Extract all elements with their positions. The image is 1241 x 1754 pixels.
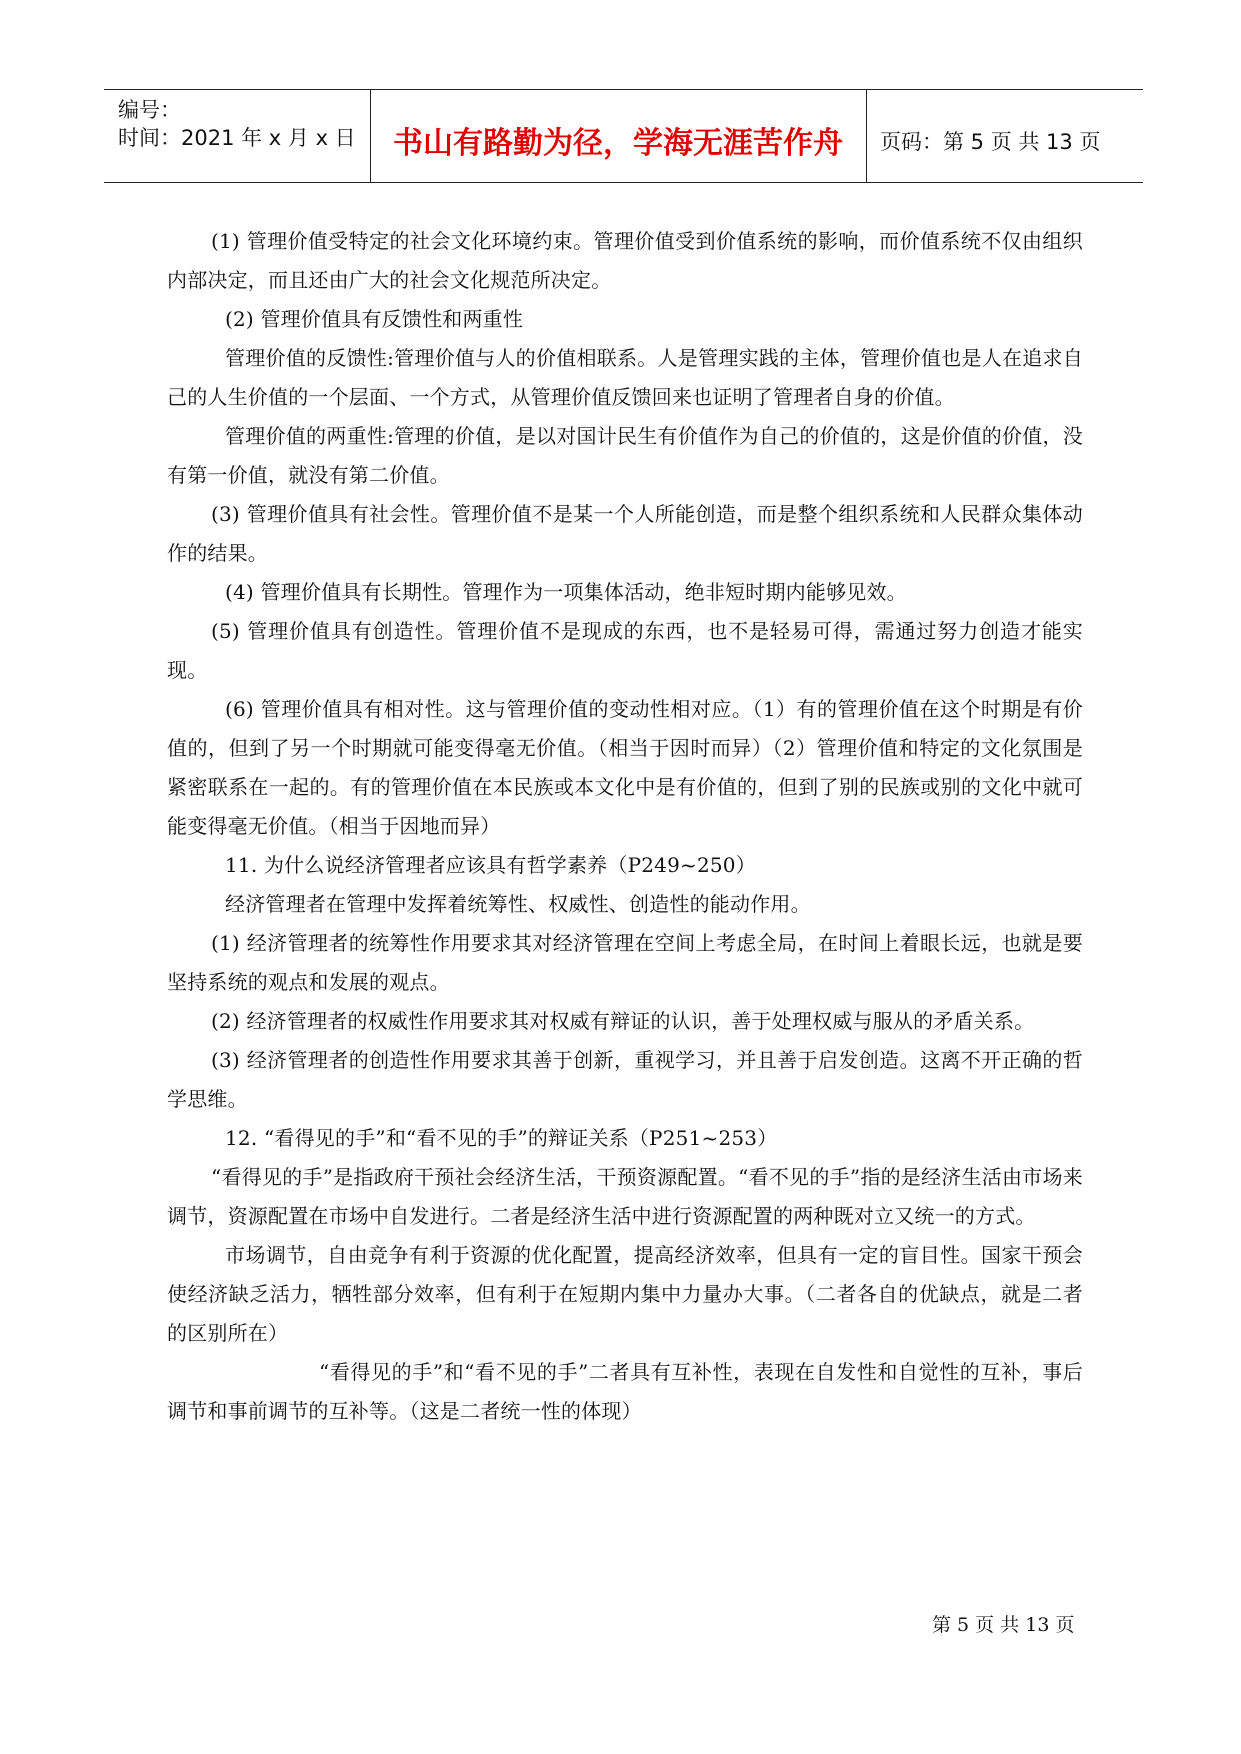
section-heading: 11. 为什么说经济管理者应该具有哲学素养（P249~250） [225,853,756,877]
paragraph: (4) 管理价值具有长期性。管理作为一项集体活动，绝非短时期内能够见效。 [225,580,907,604]
header-time-label: 时间：2021 年 x 月 x 日 [118,126,356,150]
document-body [167,222,1083,1431]
paragraph: “看得见的手”和“看不见的手”二者具有互补性，表现在自发性和自觉性的互补，事后调节和事前调节的互补等。（这是二者统一性的体现） [167,1360,1083,1423]
paragraph: 管理价值的两重性:管理的价值，是以对国计民生有价值作为自己的价值的，这是价值的价值，没有第一价值，就没有第二价值。 [167,424,1083,487]
paragraph: (1) 经济管理者的统筹性作用要求其对经济管理在空间上考虑全局，在时间上着眼长远，也就是要坚持系统的观点和发展的观点。 [167,931,1083,994]
header-right-cell [866,90,1143,182]
paragraph: (2) 管理价值具有反馈性和两重性 [225,307,524,331]
header-number-label: 编号： [118,98,181,122]
paragraph: 经济管理者在管理中发挥着统筹性、权威性、创造性的能动作用。 [225,892,811,916]
page-footer: 第 5 页 共 13 页 [932,1614,1075,1636]
paragraph: 市场调节，自由竞争有利于资源的优化配置，提高经济效率，但具有一定的盲目性。国家干预会使经济缺乏活力，牺牲部分效率，但有利于在短期内集中力量办大事。（二者各自的优缺点，就是二者的区别所在） [167,1243,1083,1345]
paragraph: (1) 管理价值受特定的社会文化环境约束。管理价值受到价值系统的影响，而价值系统不仅由组织内部决定，而且还由广大的社会文化规范所决定。 [167,229,1083,292]
document-header [104,89,1143,183]
paragraph: (3) 管理价值具有社会性。管理价值不是某一个人所能创造，而是整个组织系统和人民群众集体动作的结果。 [167,502,1083,565]
paragraph: (6) 管理价值具有相对性。这与管理价值的变动性相对应。（1）有的管理价值在这个时期是有价值的，但到了另一个时期就可能变得毫无价值。（相当于因时而异）（2）管理价值和特定的文化氛围是紧密联系在一起的。有的管理价值在本民族或本文化中是有价值的，但到了别的民族或别的文化中就可能变得毫无价值。（相当于因地而异） [167,697,1083,838]
header-page-label: 页码：第 5 页 共 13 页 [880,130,1101,154]
header-motto: 书山有路勤为径，学海无涯苦作舟 [393,126,843,161]
section-heading: 12. “看得见的手”和“看不见的手”的辩证关系（P251~253） [225,1126,778,1150]
paragraph: (5) 管理价值具有创造性。管理价值不是现成的东西，也不是轻易可得，需通过努力创造才能实现。 [167,619,1083,682]
paragraph: “看得见的手”是指政府干预社会经济生活，干预资源配置。“看不见的手”指的是经济生活由市场来调节，资源配置在市场中自发进行。二者是经济生活中进行资源配置的两种既对立又统一的方式。 [167,1165,1083,1228]
paragraph: (3) 经济管理者的创造性作用要求其善于创新，重视学习，并且善于启发创造。这离不开正确的哲学思维。 [167,1048,1083,1111]
header-middle-cell [370,90,867,182]
header-left-cell [104,90,371,182]
paragraph: 管理价值的反馈性:管理价值与人的价值相联系。人是管理实践的主体，管理价值也是人在追求自己的人生价值的一个层面、一个方式，从管理价值反馈回来也证明了管理者自身的价值。 [167,346,1083,409]
paragraph: (2) 经济管理者的权威性作用要求其对权威有辩证的认识，善于处理权威与服从的矛盾关系。 [211,1009,1035,1033]
